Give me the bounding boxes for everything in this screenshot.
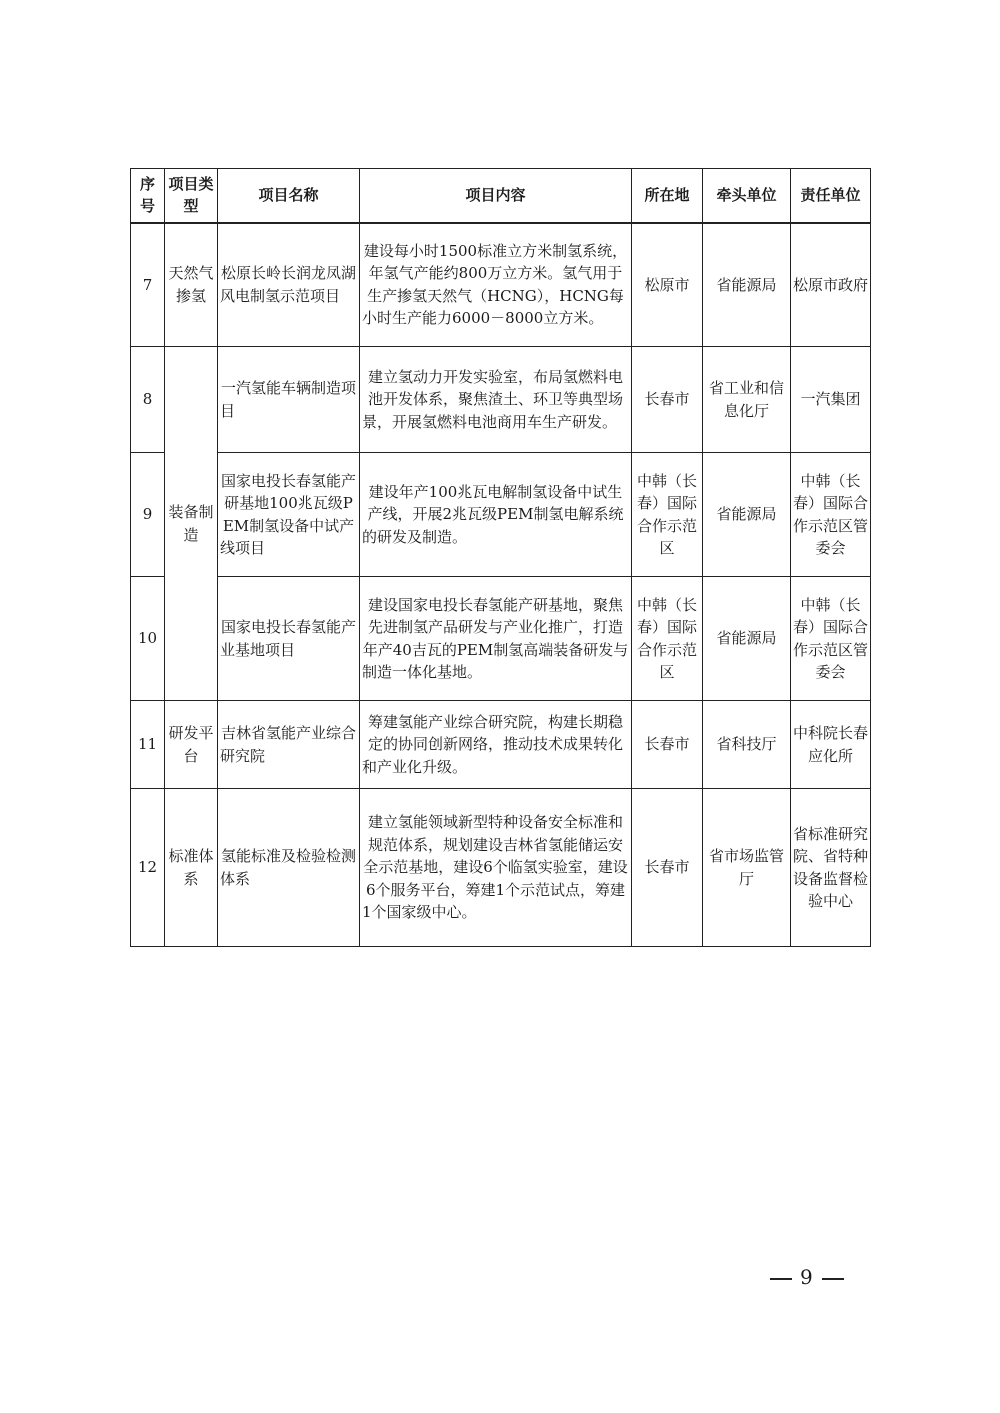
table-row	[131, 223, 871, 347]
row-type: 天然气掺氢	[165, 223, 218, 347]
row-responsible: 松原市政府	[791, 223, 871, 347]
row-seq: 8	[131, 347, 165, 453]
row-location: 长春市	[632, 347, 703, 453]
row-content: 建立氢动力开发实验室，布局氢燃料电池开发体系，聚焦渣土、环卫等典型场景，开展氢燃料电池商用车生产研发。	[360, 347, 632, 453]
project-table	[130, 168, 871, 947]
row-responsible: 中科院长春应化所	[791, 701, 871, 789]
row-content: 建设每小时1500标准立方米制氢系统，年氢气产能约800万立方米。氢气用于生产掺氢天然气（HCNG），HCNG每小时生产能力6000－8000立方米。	[360, 223, 632, 347]
table-row	[131, 577, 871, 701]
page-number-dash-right	[822, 1278, 844, 1280]
header-type: 项目类型	[165, 169, 218, 223]
row-responsible: 一汽集团	[791, 347, 871, 453]
row-content: 筹建氢能产业综合研究院，构建长期稳定的协同创新网络，推动技术成果转化和产业化升级。	[360, 701, 632, 789]
table-row	[131, 453, 871, 577]
row-lead: 省市场监管厅	[703, 789, 791, 947]
row-responsible: 中韩（长春）国际合作示范区管委会	[791, 577, 871, 701]
header-responsible: 责任单位	[791, 169, 871, 223]
page-number-line	[762, 1265, 852, 1289]
row-name: 一汽氢能车辆制造项目	[218, 347, 360, 453]
header-name: 项目名称	[218, 169, 360, 223]
table-header-row	[131, 169, 871, 223]
row-lead: 省能源局	[703, 223, 791, 347]
table-row	[131, 701, 871, 789]
row-responsible: 中韩（长春）国际合作示范区管委会	[791, 453, 871, 577]
row-seq: 12	[131, 789, 165, 947]
row-lead: 省能源局	[703, 453, 791, 577]
row-content: 建设国家电投长春氢能产研基地，聚焦先进制氢产品研发与产业化推广，打造年产40吉瓦的PEM制氢高端装备研发与制造一体化基地。	[360, 577, 632, 701]
row-location: 长春市	[632, 789, 703, 947]
row-lead: 省科技厅	[703, 701, 791, 789]
row-seq: 7	[131, 223, 165, 347]
row-name: 松原长岭长润龙凤湖风电制氢示范项目	[218, 223, 360, 347]
header-content: 项目内容	[360, 169, 632, 223]
row-location: 松原市	[632, 223, 703, 347]
row-location: 长春市	[632, 701, 703, 789]
table-row	[131, 789, 871, 947]
row-content: 建设年产100兆瓦电解制氢设备中试生产线，开展2兆瓦级PEM制氢电解系统的研发及制造。	[360, 453, 632, 577]
row-name: 国家电投长春氢能产业基地项目	[218, 577, 360, 701]
row-location: 中韩（长春）国际合作示范区	[632, 577, 703, 701]
row-location: 中韩（长春）国际合作示范区	[632, 453, 703, 577]
row-name: 吉林省氢能产业综合研究院	[218, 701, 360, 789]
table-row	[131, 347, 871, 453]
row-seq: 9	[131, 453, 165, 577]
row-seq: 11	[131, 701, 165, 789]
row-lead: 省能源局	[703, 577, 791, 701]
row-type: 装备制造	[165, 347, 218, 701]
row-name: 国家电投长春氢能产研基地100兆瓦级PEM制氢设备中试产线项目	[218, 453, 360, 577]
row-content: 建立氢能领域新型特种设备安全标准和规范体系，规划建设吉林省氢能储运安全示范基地，建设6个临氢实验室，建设6个服务平台，筹建1个示范试点，筹建1个国家级中心。	[360, 789, 632, 947]
page-number: 9	[800, 1265, 814, 1289]
header-lead: 牵头单位	[703, 169, 791, 223]
row-responsible: 省标准研究院、省特种设备监督检验中心	[791, 789, 871, 947]
row-type: 标准体系	[165, 789, 218, 947]
header-seq: 序号	[131, 169, 165, 223]
row-seq: 10	[131, 577, 165, 701]
header-location: 所在地	[632, 169, 703, 223]
page-number-dash-left	[770, 1278, 792, 1280]
row-lead: 省工业和信息化厅	[703, 347, 791, 453]
row-name: 氢能标准及检验检测体系	[218, 789, 360, 947]
row-type: 研发平台	[165, 701, 218, 789]
